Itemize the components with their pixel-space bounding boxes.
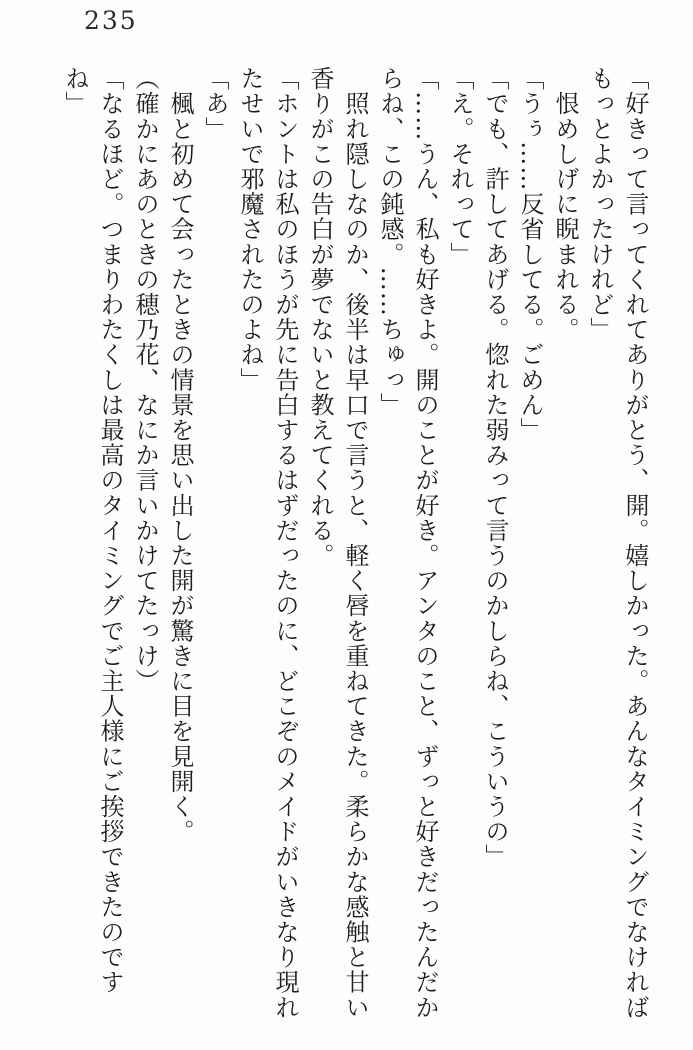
text-line: 恨めしげに睨まれる。 [551, 66, 579, 343]
page-number: 235 [84, 6, 138, 35]
text-line: たせいで邪魔されたのよね」 [236, 66, 264, 393]
text-line: 「なるほど。つまりわたくしは最高のタイミングでご主人様にご挨拶できたのです [96, 66, 124, 995]
text-line: 香りがこの告白が夢でないと教えてくれる。 [306, 66, 334, 568]
text-line: 「あ」 [201, 66, 229, 142]
text-line: 「でも、許してあげる。惚れた弱みって言うのかしらね、こういうの」 [481, 66, 509, 870]
text-line: 「ホントは私のほうが先に告白するはずだったのに、どこぞのメイドがいきなり現れ [271, 66, 299, 1020]
text-line: （確かにあのときの穂乃花、なにか言いかけてたっけ） [131, 66, 159, 694]
text-line: 楓と初めて会ったときの情景を思い出した開が驚きに目を見開く。 [166, 66, 194, 845]
text-line: もっとよかったけれど」 [586, 66, 614, 343]
text-line: 「好きって言ってくれてありがとう、開。嬉しかった。あんなタイミングでなければ [621, 66, 649, 1020]
text-line: らね、この鈍感。……ちゅっ」 [376, 66, 404, 418]
text-line: 「……うん、私も好きよ。開のことが好き。アンタのこと、ずっと好きだったんだか [411, 66, 439, 1020]
text-line: 「うぅ……反省してる。ごめん」 [516, 66, 544, 443]
text-line: 照れ隠しなのか、後半は早口で言うと、軽く唇を重ねてきた。柔らかな感触と甘い [341, 66, 369, 1020]
text-block [57, 66, 652, 1028]
text-line: 「え。それって」 [446, 66, 474, 267]
text-line: ね」 [61, 66, 89, 117]
